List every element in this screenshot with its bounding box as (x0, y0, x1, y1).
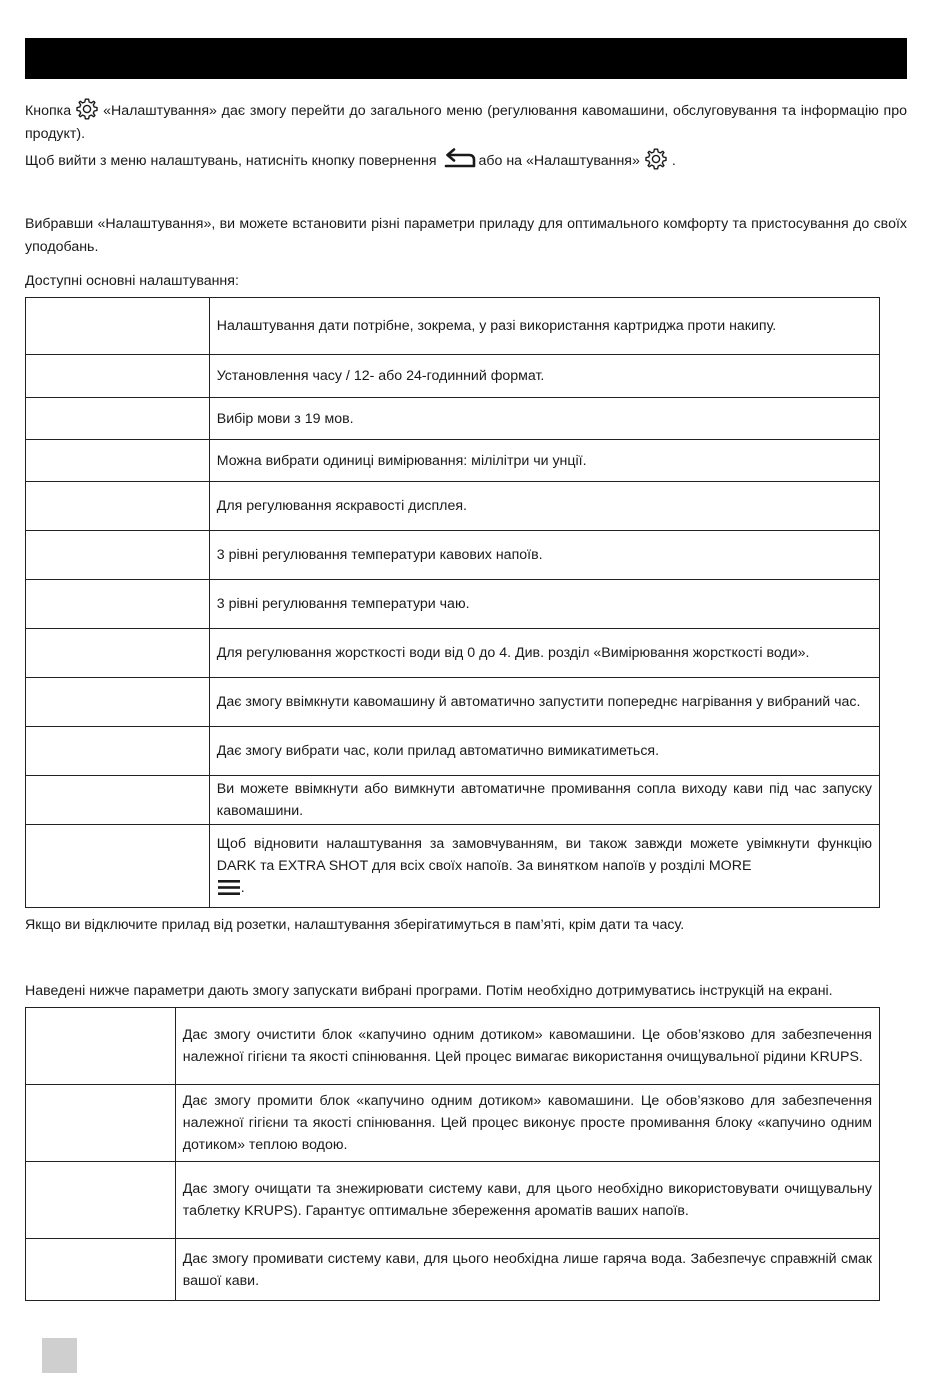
table-row (26, 776, 880, 825)
table-row (26, 727, 880, 776)
table-row (26, 1162, 880, 1239)
setting-description: Дає змогу ввімкнути кавомашину й автоматично запустити попереднє нагрівання у вибраний час. (209, 678, 879, 727)
available-settings-label: Доступні основні налаштування: (25, 273, 239, 289)
gear-icon (644, 147, 668, 171)
table-row (26, 1085, 880, 1162)
programs-intro: Наведені нижче параметри дають змогу запускати вибрані програми. Потім необхідно дотримуватись інструкцій на екрані. (25, 983, 833, 999)
setting-description: 3 рівні регулювання температури чаю. (209, 580, 879, 629)
setting-description: Дає змогу вибрати час, коли прилад автоматично вимикатиметься. (209, 727, 879, 776)
table-row (26, 678, 880, 727)
program-name-cell (26, 1008, 176, 1085)
table-row (26, 298, 880, 355)
settings-button-intro (25, 97, 907, 146)
setting-name-cell (26, 355, 210, 398)
restore-defaults-end: . (240, 880, 245, 896)
section-header-bar (25, 38, 907, 79)
setting-name-cell (26, 580, 210, 629)
exit-settings-text (25, 147, 907, 173)
setting-name-cell (26, 629, 210, 678)
program-description: Дає змогу промивати систему кави, для цього необхідна лише гаряча вода. Забезпечує справжній смак вашої кави. (175, 1239, 879, 1301)
setting-name-cell (26, 531, 210, 580)
setting-name-cell (26, 398, 210, 440)
setting-name-cell (26, 482, 210, 531)
program-name-cell (26, 1162, 176, 1239)
table-row (26, 531, 880, 580)
back-arrow-icon (443, 147, 477, 171)
setting-description: Для регулювання жорсткості води від 0 до 4. Див. розділ «Вимірювання жорсткості води». (209, 629, 879, 678)
setting-name-cell (26, 440, 210, 482)
setting-description: Установлення часу / 12- або 24-годинний формат. (209, 355, 879, 398)
table-row (26, 580, 880, 629)
intro-text-rest: «Налаштування» дає змогу перейти до загального меню (регулювання кавомашини, обслуговування та інформацію про продукт). (25, 103, 907, 142)
exit-text-middle: або на «Налаштування» (478, 153, 640, 169)
setting-name-cell (26, 825, 210, 908)
gear-icon (75, 97, 99, 121)
table-row (26, 1239, 880, 1301)
setting-description: Можна вибрати одиниці вимірювання: мілілітри чи унції. (209, 440, 879, 482)
setting-name-cell (26, 776, 210, 825)
setting-description: 3 рівні регулювання температури кавових напоїв. (209, 531, 879, 580)
table-row (26, 440, 880, 482)
exit-text-start: Щоб вийти з меню налаштувань, натисніть кнопку повернення (25, 153, 437, 169)
setting-description: Вибір мови з 19 мов. (209, 398, 879, 440)
intro-text-start: Кнопка (25, 103, 72, 119)
program-name-cell (26, 1085, 176, 1162)
table-row (26, 825, 880, 908)
program-description: Дає змогу промити блок «капучино одним дотиком» кавомашини. Це обов’язково для забезпечення належної гігієни та якості спінювання. Цей процес виконує просте промивання блоку «капучино одним дотиком» теплою водою. (175, 1085, 879, 1162)
setting-description: Налаштування дати потрібне, зокрема, у разі використання картриджа проти накипу. (209, 298, 879, 355)
table-row (26, 482, 880, 531)
table-row (26, 629, 880, 678)
setting-name-cell (26, 298, 210, 355)
general-settings-intro: Вибравши «Налаштування», ви можете встановити різні параметри приладу для оптимального комфорту та пристосування до своїх уподобань. (25, 216, 907, 255)
memory-note: Якщо ви відключите прилад від розетки, налаштування зберігатимуться в пам’яті, крім дати та часу. (25, 917, 685, 933)
setting-description: Для регулювання яскравості дисплея. (209, 482, 879, 531)
program-name-cell (26, 1239, 176, 1301)
table-row (26, 398, 880, 440)
restore-defaults-text: Щоб відновити налаштування за замовчуванням, ви також завжди можете увімкнути функцію DARK та EXTRA SHOT для всіх своїх напоїв. За винятком напоїв у розділі MORE (216, 836, 872, 874)
table-row (26, 1008, 880, 1085)
setting-name-cell (26, 727, 210, 776)
program-description: Дає змогу очищати та знежирювати систему кави, для цього необхідно використовувати очищувальну таблетку KRUPS). Гарантує оптимальне збереження ароматів ваших напоїв. (175, 1162, 879, 1239)
programs-table (25, 1007, 880, 1301)
setting-name-cell (26, 678, 210, 727)
table-row (26, 355, 880, 398)
exit-text-end: . (671, 153, 676, 169)
general-settings-table (25, 297, 880, 908)
page-number-box (42, 1338, 77, 1373)
menu-icon (217, 879, 241, 896)
setting-description (209, 825, 879, 908)
program-description: Дає змогу очистити блок «капучино одним дотиком» кавомашини. Це обов’язково для забезпечення належної гігієни та якості спінювання. Цей процес вимагає використання очищувальної рідини KRUPS. (175, 1008, 879, 1085)
setting-description: Ви можете ввімкнути або вимкнути автоматичне промивання сопла виходу кави під час запуску кавомашини. (209, 776, 879, 825)
